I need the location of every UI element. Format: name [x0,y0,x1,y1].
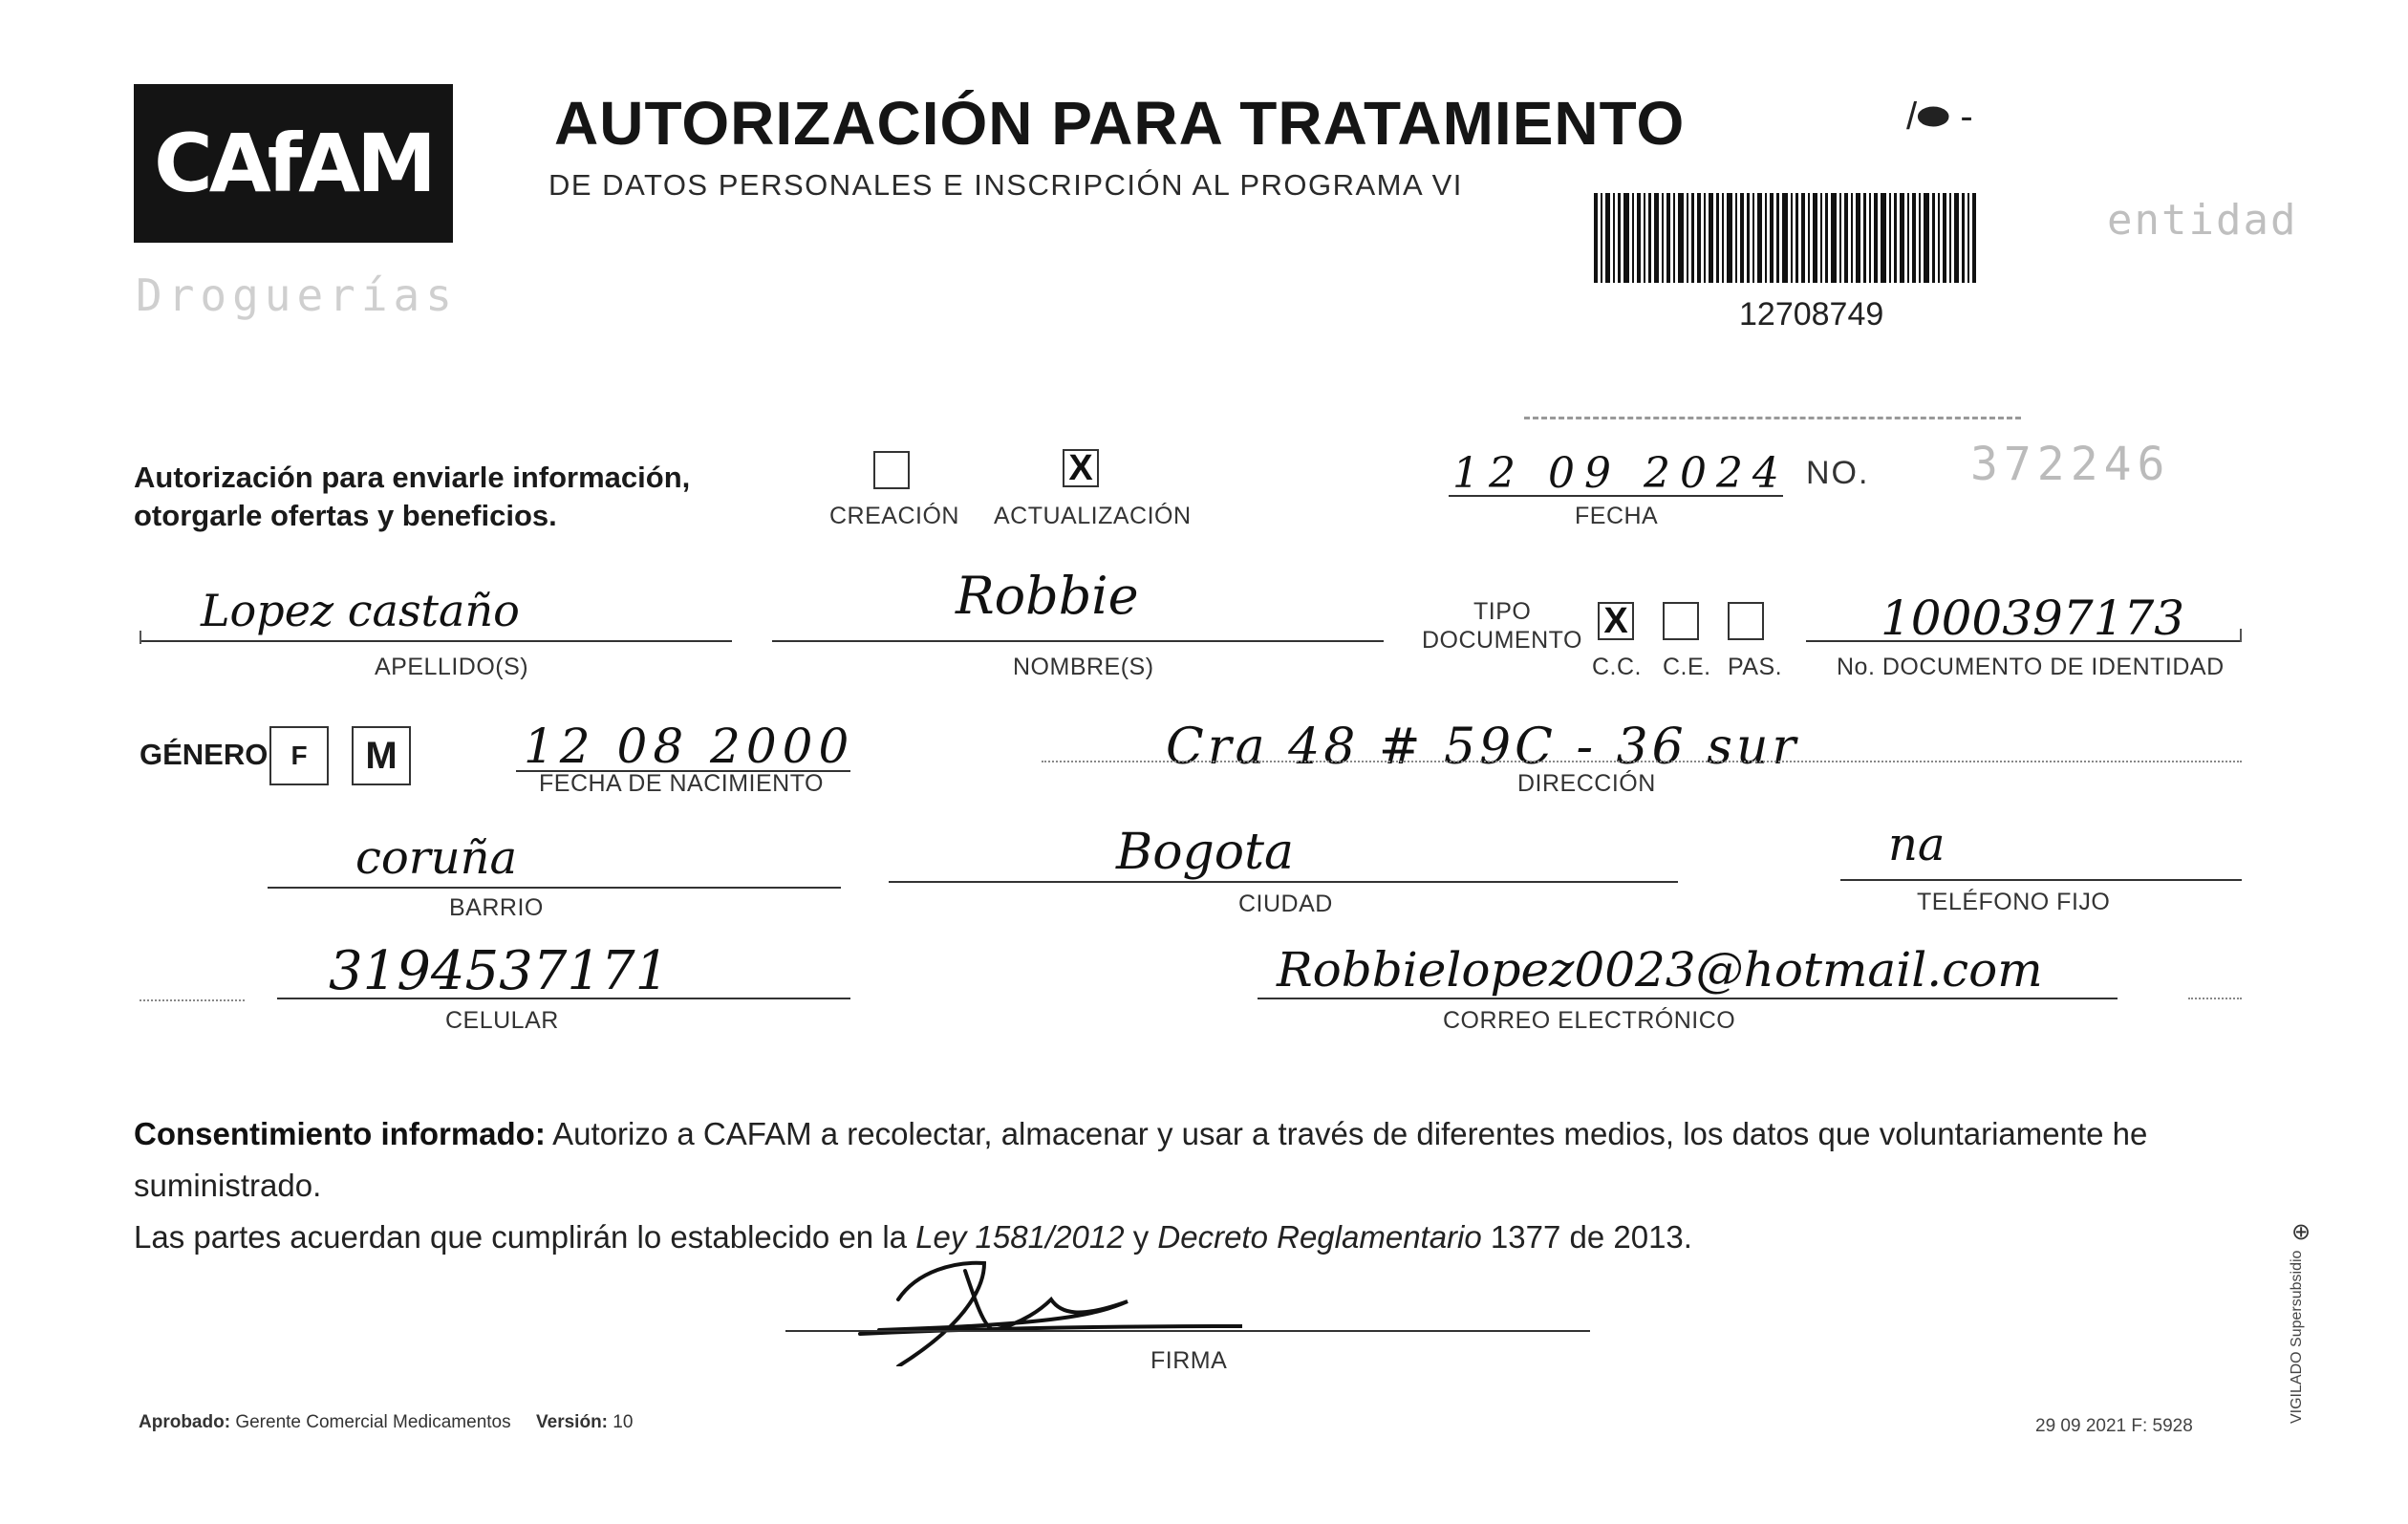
direccion-value[interactable]: Cra 48 # 59C - 36 sur [1166,719,1800,776]
tick-mark [2240,629,2242,642]
authorization-label-line2: otorgarle ofertas y beneficios. [134,499,557,532]
footer-approval [139,1412,633,1433]
ciudad-label: CIUDAD [1238,891,1333,917]
apellido-value[interactable]: Lopez castaño [201,585,520,636]
supersubsidio-icon: ⊕ [2291,1219,2311,1245]
tipo-documento-label-2: DOCUMENTO [1422,627,1582,654]
documento-value[interactable]: 1000397173 [1881,590,2185,646]
footer-date-code: 29 09 2021 F: 5928 [2035,1416,2193,1436]
consent-text-4: 1377 de 2013. [1481,1219,1692,1255]
check-mark-icon: X [1603,601,1628,641]
form-number: 372246 [1970,438,2171,491]
consent-text-3: y [1124,1219,1158,1255]
genero-f-label: F [290,741,308,770]
genero-f-checkbox[interactable] [269,726,329,785]
nacimiento-value[interactable]: 12 08 2000 [524,719,855,774]
doc-cc-label: C.C. [1592,654,1642,680]
ciudad-underline [889,881,1678,883]
correo-label: CORREO ELECTRÓNICO [1443,1007,1736,1034]
celular-label: CELULAR [445,1007,559,1034]
apellido-underline [140,640,732,642]
doc-cc-checkbox[interactable] [1598,602,1634,640]
tipo-documento-label-1: TIPO [1473,598,1532,625]
check-mark-icon: X [1068,448,1093,488]
celular-underline [277,998,850,999]
signature-label: FIRMA [1150,1347,1228,1374]
actualizacion-label: ACTUALIZACIÓN [994,503,1192,529]
direccion-underline [1042,761,2242,762]
aprobado-label: Aprobado: [139,1412,231,1432]
dashed-divider [1524,417,2021,419]
barcode-number: 12708749 [1739,296,1884,333]
telefono-underline [1840,879,2242,881]
telefono-value[interactable]: na [1888,818,1946,871]
apellido-label: APELLIDO(S) [375,654,529,680]
authorization-label-line1: Autorización para enviarle información, [134,461,691,494]
cafam-logo [134,84,453,243]
correo-value[interactable]: Robbielopez0023@hotmail.com [1277,942,2043,998]
doc-ce-label: C.E. [1663,654,1711,680]
fecha-label: FECHA [1575,503,1659,529]
consent-decree: Decreto Reglamentario [1157,1219,1482,1255]
barrio-label: BARRIO [449,894,544,921]
nacimiento-label: FECHA DE NACIMIENTO [539,770,824,797]
fecha-underline [1449,495,1783,497]
celular-value[interactable]: 3194537171 [329,940,670,1002]
logo-subtext: Droguerías [136,269,458,321]
consent-law: Ley 1581/2012 [915,1219,1125,1255]
version-label: Versión: [536,1412,609,1432]
doc-pas-label: PAS. [1728,654,1783,680]
nombre-label: NOMBRE(S) [1013,654,1154,680]
consent-text-1: Autorizo a CAFAM a recolectar, almacenar y usar a través de diferentes medios, los datos que voluntariamente he suministrado. [134,1116,2148,1203]
aprobado-value: Gerente Comercial Medicamentos [235,1412,511,1432]
barrio-value[interactable]: coruña [355,831,518,885]
creacion-label: CREACIÓN [829,503,959,529]
correo-leader [2188,998,2242,999]
consent-text-2: Las partes acuerdan que cumplirán lo establecido en la [134,1219,916,1255]
direccion-label: DIRECCIÓN [1517,770,1656,797]
documento-underline [1806,640,2242,642]
nombre-underline [772,640,1384,642]
vigilado-text: VIGILADO Supersubsidio [2289,1250,2305,1424]
no-label: NO. [1806,455,1870,491]
documento-label: No. DOCUMENTO DE IDENTIDAD [1837,654,2225,680]
correo-underline [1258,998,2118,999]
tick-mark [140,631,141,644]
faint-stamp-text: entidad [2107,196,2298,245]
actualizacion-checkbox[interactable] [1063,449,1099,487]
version-value: 10 [613,1412,634,1432]
creacion-checkbox[interactable] [873,451,910,489]
corner-scribble: /⬬ - [1906,96,1973,138]
logo-text: CAfAM [154,117,433,210]
genero-m-mark: M [365,735,398,777]
barcode [1594,193,1976,283]
genero-m-checkbox[interactable] [352,726,411,785]
barrio-underline [268,887,841,889]
form-subtitle: DE DATOS PERSONALES E INSCRIPCIÓN AL PROGRAMA VI [548,168,1463,202]
celular-leader [140,999,245,1001]
fecha-value[interactable]: 12 09 2024 [1452,449,1789,498]
consent-lead: Consentimiento informado: [134,1116,546,1151]
ciudad-value[interactable]: Bogota [1116,824,1295,881]
telefono-label: TELÉFONO FIJO [1917,889,2111,915]
signature-line [785,1330,1590,1332]
nombre-value[interactable]: Robbie [956,566,1139,626]
doc-ce-checkbox[interactable] [1663,602,1699,640]
consent-paragraph [134,1108,2274,1263]
authorization-label [134,459,690,535]
genero-label: GÉNERO [140,738,269,771]
form-title: AUTORIZACIÓN PARA TRATAMIENTO [554,89,1686,158]
doc-pas-checkbox[interactable] [1728,602,1764,640]
